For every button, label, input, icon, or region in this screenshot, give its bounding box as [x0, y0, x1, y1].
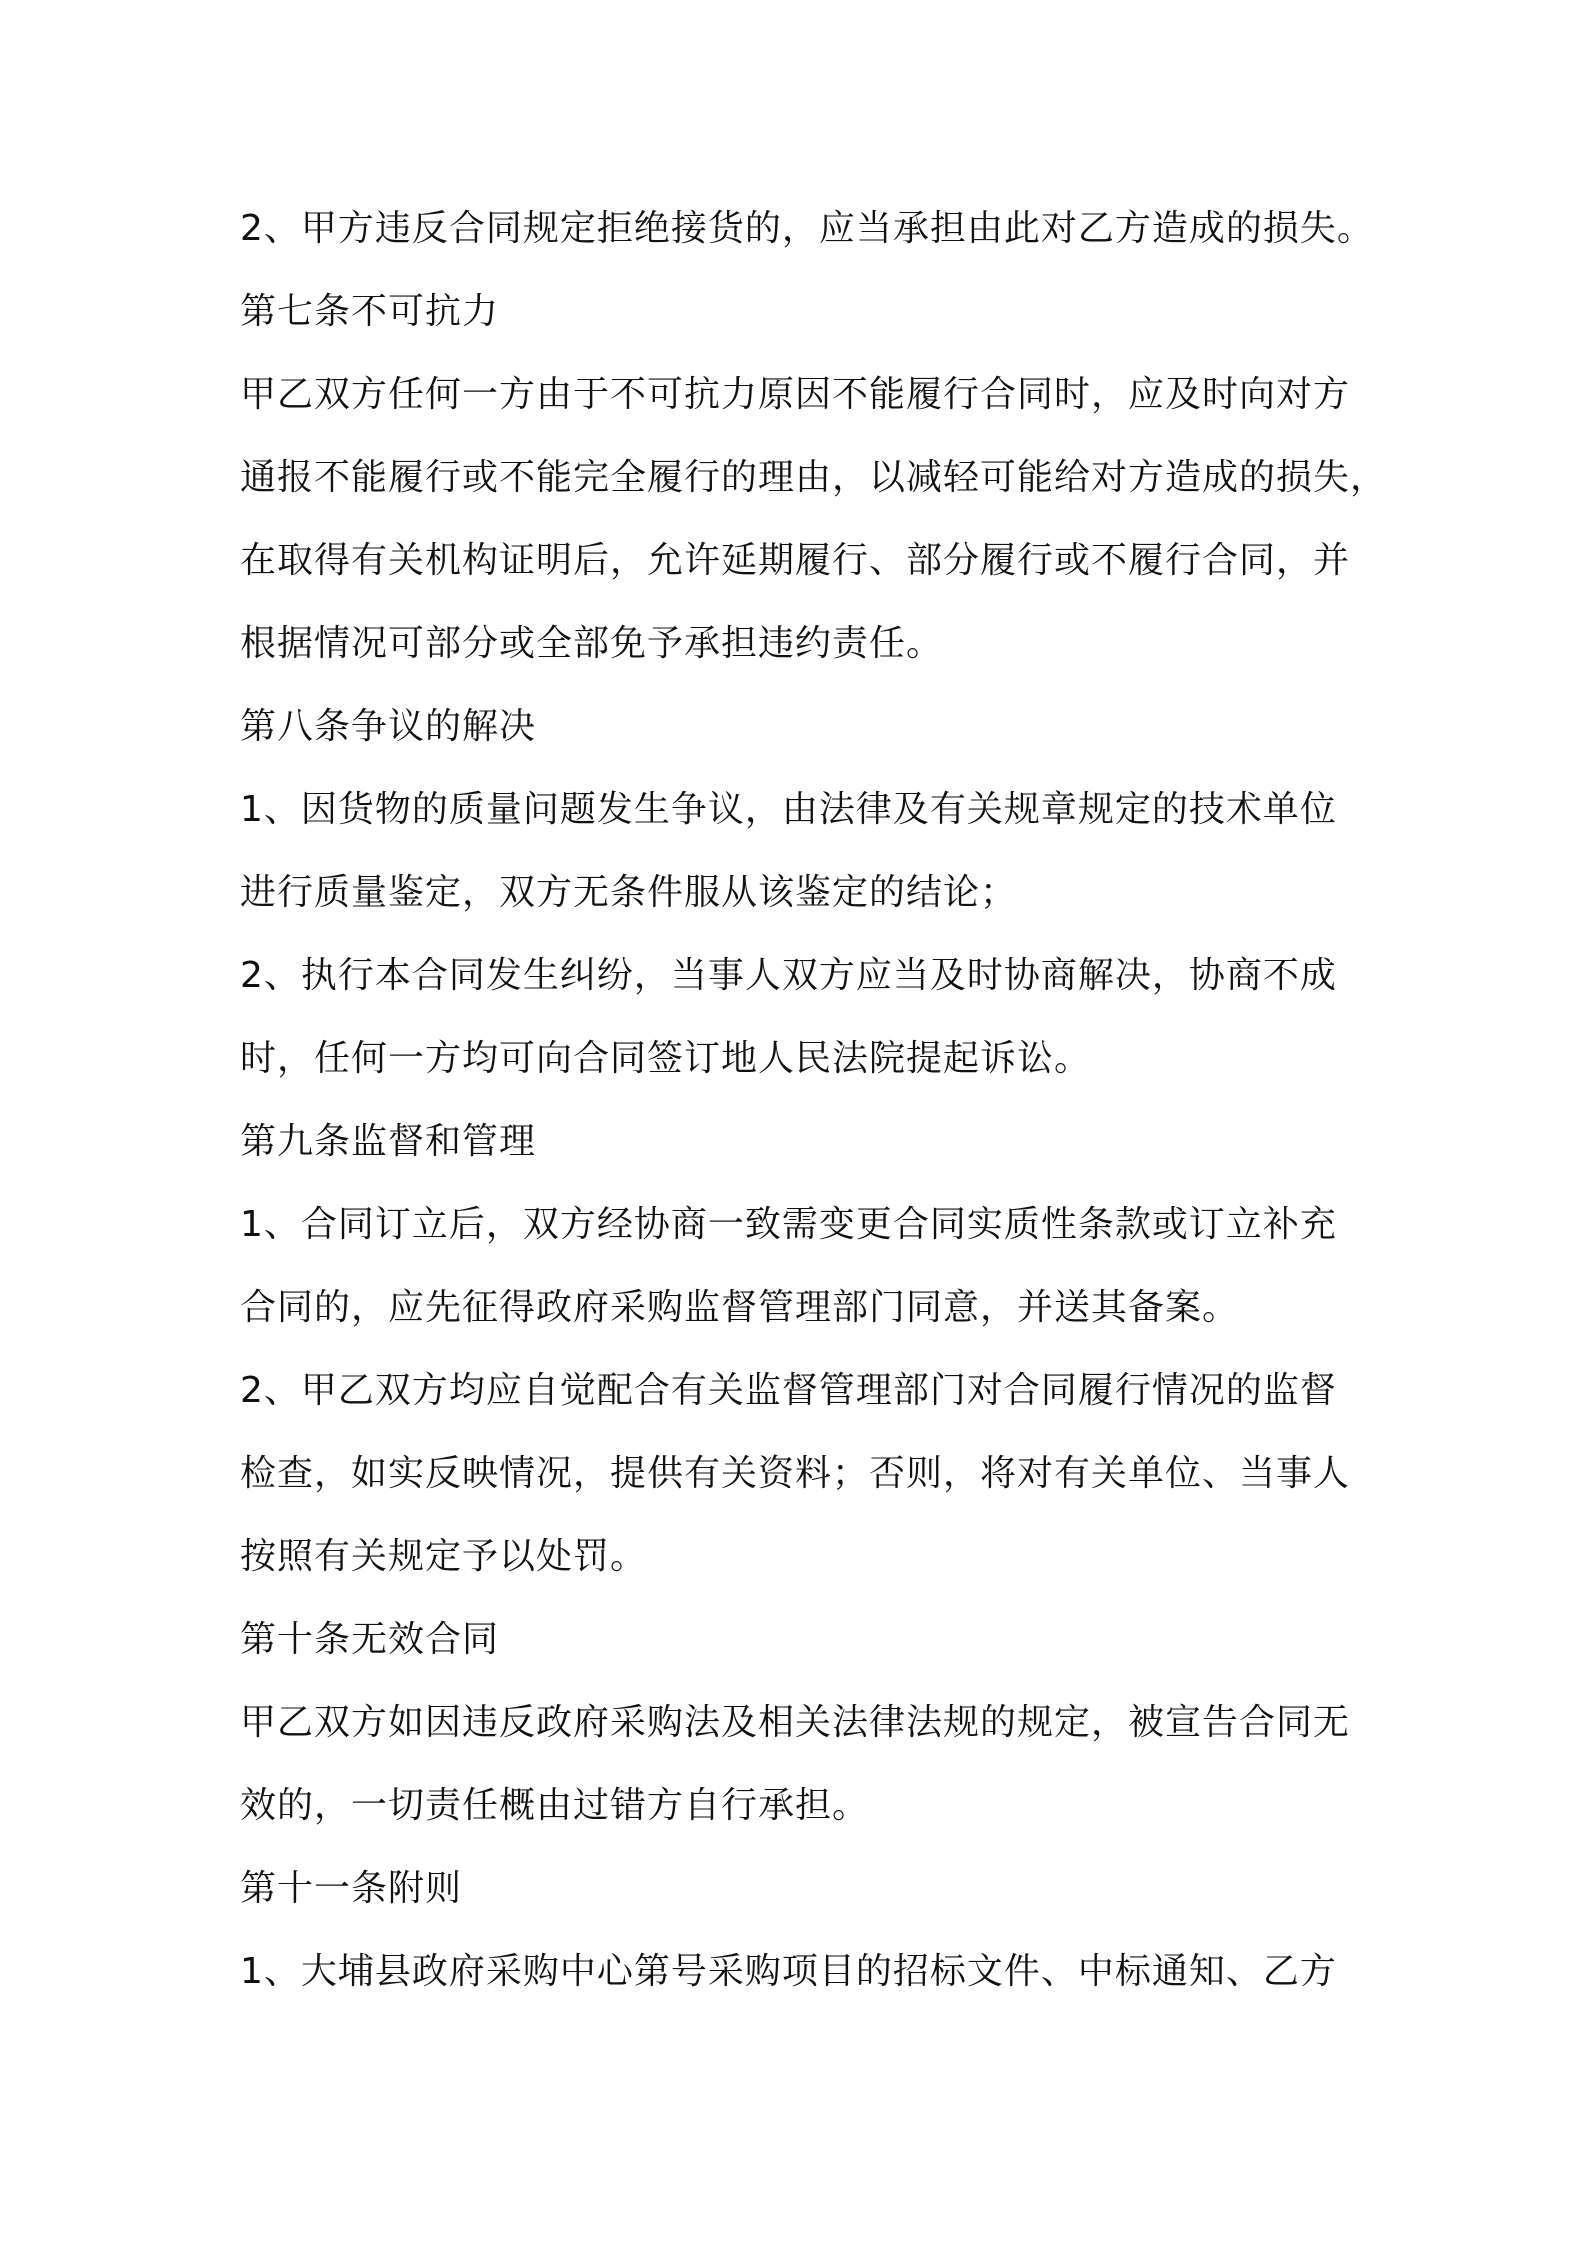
article-10-text-line-2: 效的，一切责任概由过错方自行承担。	[240, 1785, 870, 1826]
heading-article-10: 第十条无效合同	[240, 1619, 500, 1660]
article-10-text-line-1: 甲乙双方如因违反政府采购法及相关法律法规的规定，被宣告合同无	[240, 1702, 1351, 1743]
heading-article-11: 第十一条附则	[240, 1868, 463, 1909]
article-7-text-line-2: 通报不能履行或不能完全履行的理由，以减轻可能给对方造成的损失，	[240, 457, 1388, 498]
article-7-text-line-3: 在取得有关机构证明后，允许延期履行、部分履行或不履行合同，并	[240, 540, 1351, 581]
article-9-item-2-line-2: 检查，如实反映情况，提供有关资料；否则，将对有关单位、当事人	[240, 1453, 1351, 1494]
article-8-item-1-line-2: 进行质量鉴定，双方无条件服从该鉴定的结论；	[240, 872, 1018, 913]
article-7-text-line-1: 甲乙双方任何一方由于不可抗力原因不能履行合同时，应及时向对方	[240, 374, 1351, 415]
article-8-item-1-line-1: 1、因货物的质量问题发生争议，由法律及有关规章规定的技术单位	[240, 789, 1337, 830]
article-9-item-2-line-3: 按照有关规定予以处罚。	[240, 1536, 648, 1577]
clause-6-item-2: 2、甲方违反合同规定拒绝接货的，应当承担由此对乙方造成的损失。	[240, 208, 1374, 249]
article-9-item-2-line-1: 2、甲乙双方均应自觉配合有关监督管理部门对合同履行情况的监督	[240, 1370, 1337, 1411]
article-8-item-2-line-1: 2、执行本合同发生纠纷，当事人双方应当及时协商解决，协商不成	[240, 955, 1337, 996]
heading-article-8: 第八条争议的解决	[240, 706, 537, 747]
heading-article-9: 第九条监督和管理	[240, 1121, 537, 1162]
heading-article-7: 第七条不可抗力	[240, 291, 500, 332]
article-11-item-1-line-1: 1、大埔县政府采购中心第号采购项目的招标文件、中标通知、乙方	[240, 1951, 1337, 1992]
article-9-item-1-line-2: 合同的，应先征得政府采购监督管理部门同意，并送其备案。	[240, 1287, 1240, 1328]
article-9-item-1-line-1: 1、合同订立后，双方经协商一致需变更合同实质性条款或订立补充	[240, 1204, 1337, 1245]
article-8-item-2-line-2: 时，任何一方均可向合同签订地人民法院提起诉讼。	[240, 1038, 1092, 1079]
article-7-text-line-4: 根据情况可部分或全部免予承担违约责任。	[240, 623, 944, 664]
